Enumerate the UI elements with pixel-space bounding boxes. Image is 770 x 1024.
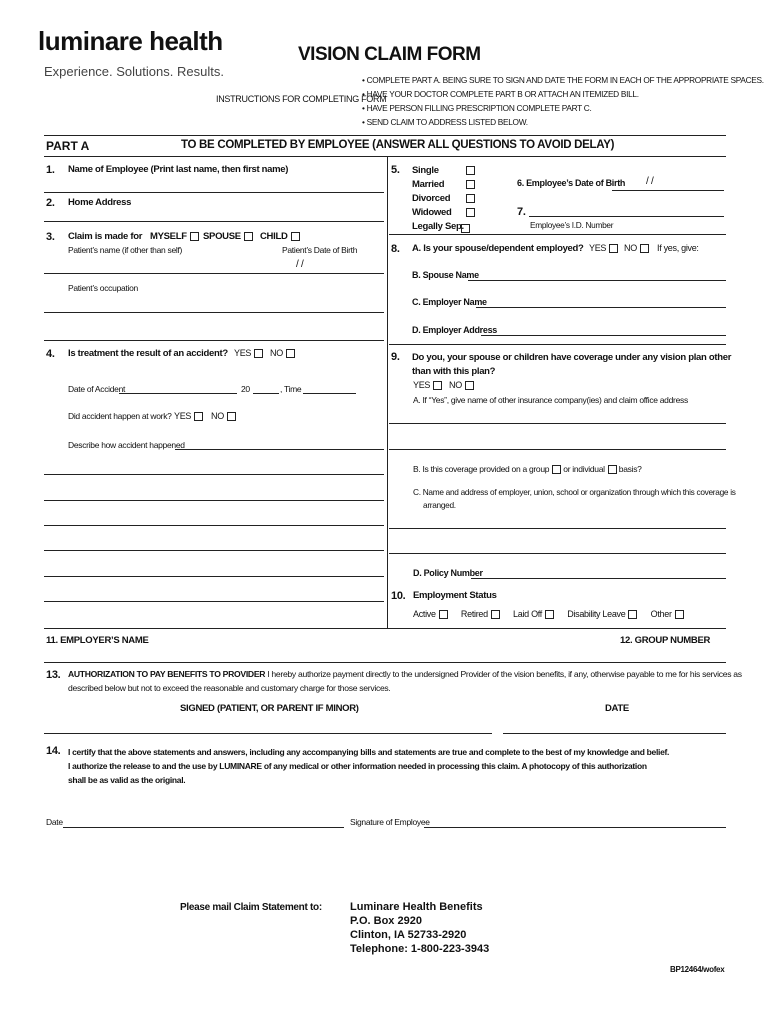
q12-label: 12. GROUP NUMBER <box>620 635 711 646</box>
divider <box>389 234 726 235</box>
q6-number: 6. Employee’s Date of Birth <box>517 178 626 188</box>
q3-patient-dob-field[interactable]: / / <box>296 259 304 270</box>
q8-yes-label: YES <box>589 243 607 253</box>
q13-number: 13. <box>46 669 61 681</box>
q1-label: Name of Employee (Print last name, then first name) <box>68 164 289 175</box>
q10-label: Employment Status <box>413 590 497 601</box>
q5-option-divorced[interactable] <box>412 192 464 206</box>
q8-yes-checkbox[interactable] <box>609 244 618 253</box>
q4-no-checkbox[interactable] <box>286 349 295 358</box>
q4-describe-line[interactable] <box>44 550 384 551</box>
q8-if-yes: If yes, give: <box>657 243 699 253</box>
q8-c-letter: C. Employer Name <box>412 297 487 307</box>
q4-number: 4. <box>46 348 55 360</box>
q5-checkboxes <box>463 164 475 220</box>
q1-number: 1. <box>46 164 55 176</box>
q3-occupation-label: Patient’s occupation <box>68 283 138 293</box>
q14-signature-line[interactable] <box>424 827 726 828</box>
q10-disability-checkbox[interactable] <box>628 610 637 619</box>
q9-yes-checkbox[interactable] <box>433 381 442 390</box>
q5-married-checkbox[interactable] <box>466 180 475 189</box>
q8-d-label <box>412 325 497 335</box>
q4-work-no-label: NO <box>211 411 224 421</box>
q13-signed-label: SIGNED (PATIENT, OR PARENT IF MINOR) <box>180 703 359 714</box>
q9-d-label <box>413 568 483 578</box>
q8-label: A. Is your spouse/dependent employed? <box>412 243 584 254</box>
q10-option-label: Laid Off <box>513 609 543 619</box>
q4-yes[interactable] <box>234 348 263 358</box>
q4-yes-label: YES <box>234 348 252 358</box>
q10-option-retired[interactable] <box>461 609 500 619</box>
q6-dob-slashes: / / <box>646 176 654 187</box>
q3-number: 3. <box>46 231 55 243</box>
q7-label: Employee’s I.D. Number <box>530 220 614 230</box>
q9-b-post: basis? <box>618 464 642 474</box>
q13-text <box>68 669 742 679</box>
q4-no[interactable] <box>270 348 295 358</box>
q5-option-label: Widowed <box>412 207 452 218</box>
q4-work-yes-label: YES <box>174 411 192 421</box>
instruction-item: • SEND CLAIM TO ADDRESS LISTED BELOW. <box>362 117 528 127</box>
q13-date-label: DATE <box>605 703 629 714</box>
q4-year-prefix: 20 <box>241 384 250 394</box>
q14-date-line[interactable] <box>63 827 344 828</box>
instructions-label: INSTRUCTIONS FOR COMPLETING FORM <box>216 94 387 104</box>
q5-option-label: Legally Sep. <box>412 221 464 232</box>
divider <box>44 135 726 136</box>
divider <box>44 662 726 663</box>
q3-child-checkbox[interactable] <box>291 232 300 241</box>
q14-text <box>68 745 669 787</box>
q1-input-line[interactable] <box>44 192 384 193</box>
q8-yes[interactable] <box>589 243 618 253</box>
q10-option-other[interactable] <box>651 609 684 619</box>
q13-text-line: described below but not to exceed the reasonable and customary charge for those services. <box>68 683 391 693</box>
q11-label: 11. EMPLOYER’S NAME <box>46 635 149 646</box>
q7-number: 7. <box>517 206 526 218</box>
q14-text-line: shall be as valid as the original. <box>68 775 186 785</box>
instructions-list <box>362 73 764 129</box>
q3-patient-name-line[interactable] <box>44 273 384 274</box>
q10-laid-off-checkbox[interactable] <box>545 610 554 619</box>
q9-a-label: A. If “Yes”, give name of other insurance company(ies) and claim office address <box>413 395 688 405</box>
q4-work-yes[interactable] <box>174 411 203 421</box>
q3-child-label: CHILD <box>260 231 288 242</box>
q7-id-line[interactable] <box>529 216 724 217</box>
q10-option-label: Other <box>650 609 672 619</box>
q14-text-line: I certify that the above statements and answers, including any accompanying bills and statements are true and complete to the best of my knowledge and belief. <box>68 747 670 757</box>
q3-patient-name-label: Patient’s name (if other than self) <box>68 245 183 255</box>
q5-widowed-checkbox[interactable] <box>466 208 475 217</box>
q8-c-label <box>412 297 487 307</box>
q9-c-line[interactable] <box>389 528 726 529</box>
q4-describe-line[interactable] <box>44 576 384 577</box>
part-a-label: PART A <box>46 139 90 153</box>
q4-describe-line[interactable] <box>44 525 384 526</box>
q13-text-line: I hereby authorize payment directly to the undersigned Provider of the vision benefits, if any, otherwise payable to me for his services as <box>267 669 742 679</box>
q10-active-checkbox[interactable] <box>439 610 448 619</box>
q9-number: 9. <box>391 351 400 363</box>
mail-address-line: Luminare Health Benefits <box>350 901 483 913</box>
q3-occupation-line[interactable] <box>44 312 384 313</box>
mail-label: Please mail Claim Statement to: <box>180 902 322 913</box>
q4-year-line[interactable] <box>253 393 279 394</box>
q3-extra-line[interactable] <box>44 340 384 341</box>
q3-label: Claim is made for <box>68 231 143 242</box>
q8-d-letter: D. Employer Address <box>412 325 497 335</box>
q4-describe-line[interactable] <box>44 601 384 602</box>
q5-option-married[interactable] <box>412 178 464 192</box>
mail-address <box>350 900 489 956</box>
q3-myself-label: MYSELF <box>150 231 187 242</box>
q9-no-label: NO <box>449 380 462 390</box>
q8-employer-name-line[interactable] <box>476 307 726 308</box>
q4-describe-line[interactable] <box>44 500 384 501</box>
divider <box>44 156 726 157</box>
q4-at-work-label: Did accident happen at work? <box>68 411 172 421</box>
q4-work-yes-checkbox[interactable] <box>194 412 203 421</box>
q10-option-disability[interactable] <box>567 609 637 619</box>
q5-number: 5. <box>391 164 400 176</box>
q4-time-label: , Time <box>280 384 302 394</box>
q14-text-line: I authorize the release to and the use by LUMINARE of any medical or other information needed in processing this claim. A photocopy of this authorization <box>68 761 647 771</box>
q10-option-label: Disability Leave <box>567 609 626 619</box>
q8-spouse-name-line[interactable] <box>468 280 726 281</box>
q9-b-mid: or individual <box>563 464 605 474</box>
q4-label: Is treatment the result of an accident? <box>68 348 228 359</box>
q13-signature-line[interactable] <box>44 733 492 734</box>
q2-input-line[interactable] <box>44 221 384 222</box>
q5-option-label: Married <box>412 179 445 190</box>
q8-b-letter: B. Spouse Name <box>412 270 479 280</box>
q5-option-legally-sep[interactable] <box>412 220 464 234</box>
q3-myself-checkbox[interactable] <box>190 232 199 241</box>
q5-single-checkbox[interactable] <box>466 166 475 175</box>
instruction-item: • COMPLETE PART A. BEING SURE TO SIGN AND DATE THE FORM IN EACH OF THE APPROPRIATE SPACES. <box>362 75 764 85</box>
q5-option-label: Single <box>412 165 439 176</box>
q9-b-label <box>413 464 642 474</box>
q8-no-label: NO <box>624 243 637 253</box>
q4-time-line[interactable] <box>303 393 356 394</box>
logo: luminare health <box>38 26 223 56</box>
q5-option-single[interactable] <box>412 164 464 178</box>
q9-a-line[interactable] <box>389 449 726 450</box>
q3-child[interactable] <box>260 231 300 242</box>
q10-number: 10. <box>391 590 406 602</box>
column-divider <box>387 157 388 629</box>
q9-c-line[interactable] <box>389 553 726 554</box>
q10-option-label: Active <box>413 609 436 619</box>
q2-label: Home Address <box>68 197 132 208</box>
q9-group-checkbox[interactable] <box>552 465 561 474</box>
q9-c-line: arranged. <box>423 500 456 510</box>
q10-other-checkbox[interactable] <box>675 610 684 619</box>
q9-yes-label: YES <box>413 380 431 390</box>
q9-label-line: than with this plan? <box>412 366 496 377</box>
q5-option-label: Divorced <box>412 193 451 204</box>
q10-option-active[interactable] <box>413 609 448 619</box>
q4-no-label: NO <box>270 348 283 358</box>
q5-legally-sep-checkbox[interactable] <box>461 224 470 233</box>
q13-title: AUTHORIZATION TO PAY BENEFITS TO PROVIDER <box>68 669 266 679</box>
q9-yes[interactable] <box>413 380 442 390</box>
q5-option-widowed[interactable] <box>412 206 464 220</box>
q5-marital-status <box>412 164 464 234</box>
tagline: Experience. Solutions. Results. <box>44 64 224 79</box>
q5-divorced-checkbox[interactable] <box>466 194 475 203</box>
q13-date-line[interactable] <box>503 733 726 734</box>
mail-address-line: Clinton, IA 52733-2920 <box>350 929 467 941</box>
q9-c-label <box>413 486 736 512</box>
q8-no[interactable] <box>624 243 649 253</box>
q14-signature-label: Signature of Employee <box>350 817 430 827</box>
q9-label-line: Do you, your spouse or children have coverage under any vision plan other <box>412 352 732 363</box>
q4-date-line[interactable] <box>119 393 237 394</box>
q3-patient-dob-label: Patient’s Date of Birth <box>282 245 358 255</box>
q14-number: 14. <box>46 745 61 757</box>
q14-date-label: Date <box>46 817 63 827</box>
q4-describe-line[interactable] <box>44 474 384 475</box>
q8-b-label <box>412 270 479 280</box>
q3-myself[interactable] <box>150 231 199 242</box>
q2-number: 2. <box>46 197 55 209</box>
divider <box>389 344 726 345</box>
divider <box>44 628 726 629</box>
q4-describe-line[interactable] <box>175 449 384 450</box>
q6-label <box>517 178 625 188</box>
mail-address-line: Telephone: 1-800-223-3943 <box>350 943 490 955</box>
q10-retired-checkbox[interactable] <box>491 610 500 619</box>
q10-option-laid-off[interactable] <box>513 609 554 619</box>
mail-address-line: P.O. Box 2920 <box>350 915 422 927</box>
q10-options <box>413 609 684 619</box>
part-a-title: TO BE COMPLETED BY EMPLOYEE (ANSWER ALL QUESTIONS TO AVOID DELAY) <box>181 139 615 151</box>
q4-date-of-accident-label: Date of Accident <box>68 384 126 394</box>
q9-individual-checkbox[interactable] <box>608 465 617 474</box>
q9-b-pre: B. Is this coverage provided on a group <box>413 464 550 474</box>
footer-code: BP12464/wofex <box>670 965 725 974</box>
q4-work-no-checkbox[interactable] <box>227 412 236 421</box>
instruction-item: • HAVE PERSON FILLING PRESCRIPTION COMPLETE PART C. <box>362 103 592 113</box>
q9-c-line: C. Name and address of employer, union, school or organization through which this coverage is <box>413 487 736 497</box>
q9-no-checkbox[interactable] <box>465 381 474 390</box>
q3-spouse-checkbox[interactable] <box>244 232 253 241</box>
q4-yes-checkbox[interactable] <box>254 349 263 358</box>
q3-spouse-label: SPOUSE <box>203 231 241 242</box>
q4-work-no[interactable] <box>211 411 236 421</box>
instruction-item: • HAVE YOUR DOCTOR COMPLETE PART B OR ATTACH AN ITEMIZED BILL. <box>362 89 639 99</box>
q9-a-line[interactable] <box>389 423 726 424</box>
q9-policy-line[interactable] <box>471 578 726 579</box>
q8-employer-address-line[interactable] <box>481 335 726 336</box>
q9-no[interactable] <box>449 380 474 390</box>
q9-d-letter: D. Policy Number <box>413 568 483 578</box>
q4-describe-label: Describe how accident happened <box>68 440 185 450</box>
form-title: VISION CLAIM FORM <box>298 44 481 65</box>
q9-label <box>412 351 731 379</box>
q3-spouse[interactable] <box>203 231 253 242</box>
q8-no-checkbox[interactable] <box>640 244 649 253</box>
q10-option-label: Retired <box>460 609 488 619</box>
q6-dob-line[interactable] <box>612 190 724 191</box>
q8-number: 8. <box>391 243 400 255</box>
